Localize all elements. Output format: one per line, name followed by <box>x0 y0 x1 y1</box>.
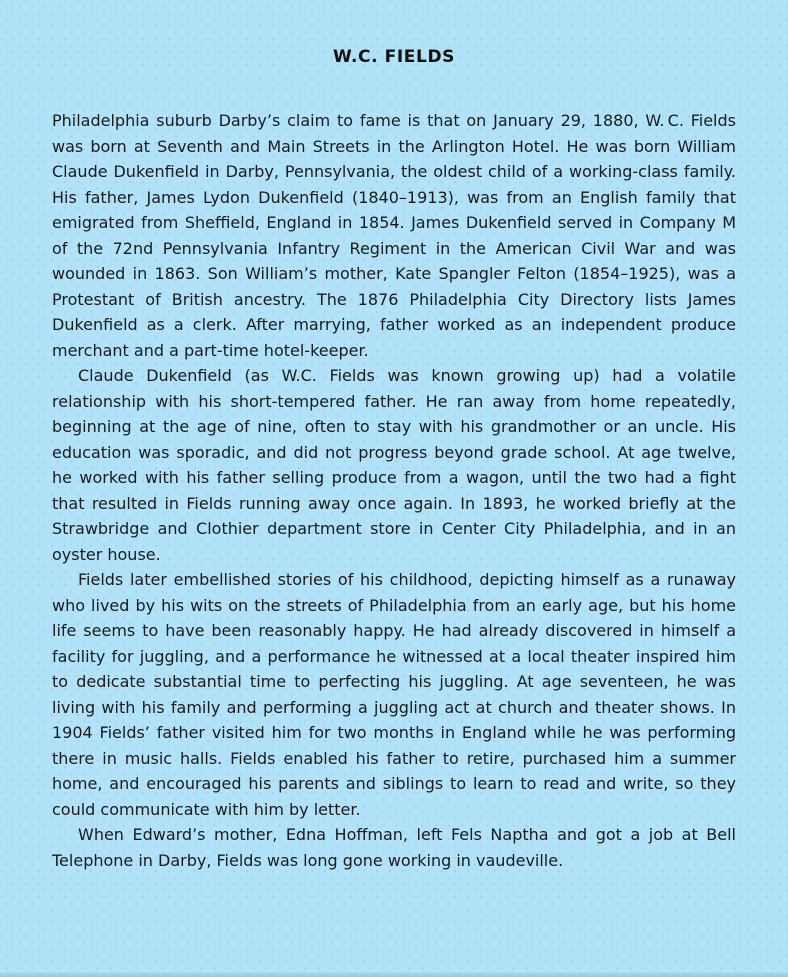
paragraph-2: Claude Dukenfield (as W.C. Fields was known growing up) had a volatile relationship with his short-tempered father. He ran away from home repeatedly, beginning at the age of nine, often to stay with his grandmother or an uncle. His education was sporadic, and did not progress beyond grade school. At age twelve, he worked with his father selling produce from a wagon, until the two had a fight that resulted in Fields running away once again. In 1893, he worked briefly at the Strawbridge and Clothier department store in Center City Philadelphia, and in an oyster house. <box>52 366 736 564</box>
article-body <box>52 108 736 873</box>
page-bottom-edge <box>0 972 788 977</box>
page-title: W.C. FIELDS <box>332 47 455 67</box>
paragraph-1: Philadelphia suburb Darby’s claim to fame is that on January 29, 1880, W. C. Fields was born at Seventh and Main Streets in the Arlington Hotel. He was born William Claude Dukenfield in Darby, Pennsylvania, the oldest child of a working-class family. His father, James Lydon Dukenfield (1840–1913), was from an English family that emigrated from Sheffield, England in 1854. James Dukenfield served in Company M of the 72nd Pennsylvania Infantry Regiment in the American Civil War and was wounded in 1863. Son William’s mother, Kate Spangler Felton (1854–1925), was a Protestant of British ancestry. The 1876 Philadelphia City Directory lists James Dukenfield as a clerk. After marrying, father worked as an independent produce merchant and a part-time hotel-keeper. <box>52 111 736 360</box>
paragraph-3: Fields later embellished stories of his childhood, depicting himself as a runaway who lived by his wits on the streets of Philadelphia from an early age, but his home life seems to have been reasonably happy. He had already discovered in himself a facility for juggling, and a performance he witnessed at a local theater inspired him to dedicate substantial time to perfecting his juggling. At age seventeen, he was living with his family and performing a juggling act at church and theater shows. In 1904 Fields’ father visited him for two months in England while he was performing there in music halls. Fields enabled his father to retire, purchased him a summer home, and encouraged his parents and siblings to learn to read and write, so they could communicate with him by letter. <box>52 570 736 819</box>
paragraph-4: When Edward’s mother, Edna Hoffman, left Fels Naptha and got a job at Bell Telephone in Darby, Fields was long gone working in vaudeville. <box>52 825 736 870</box>
